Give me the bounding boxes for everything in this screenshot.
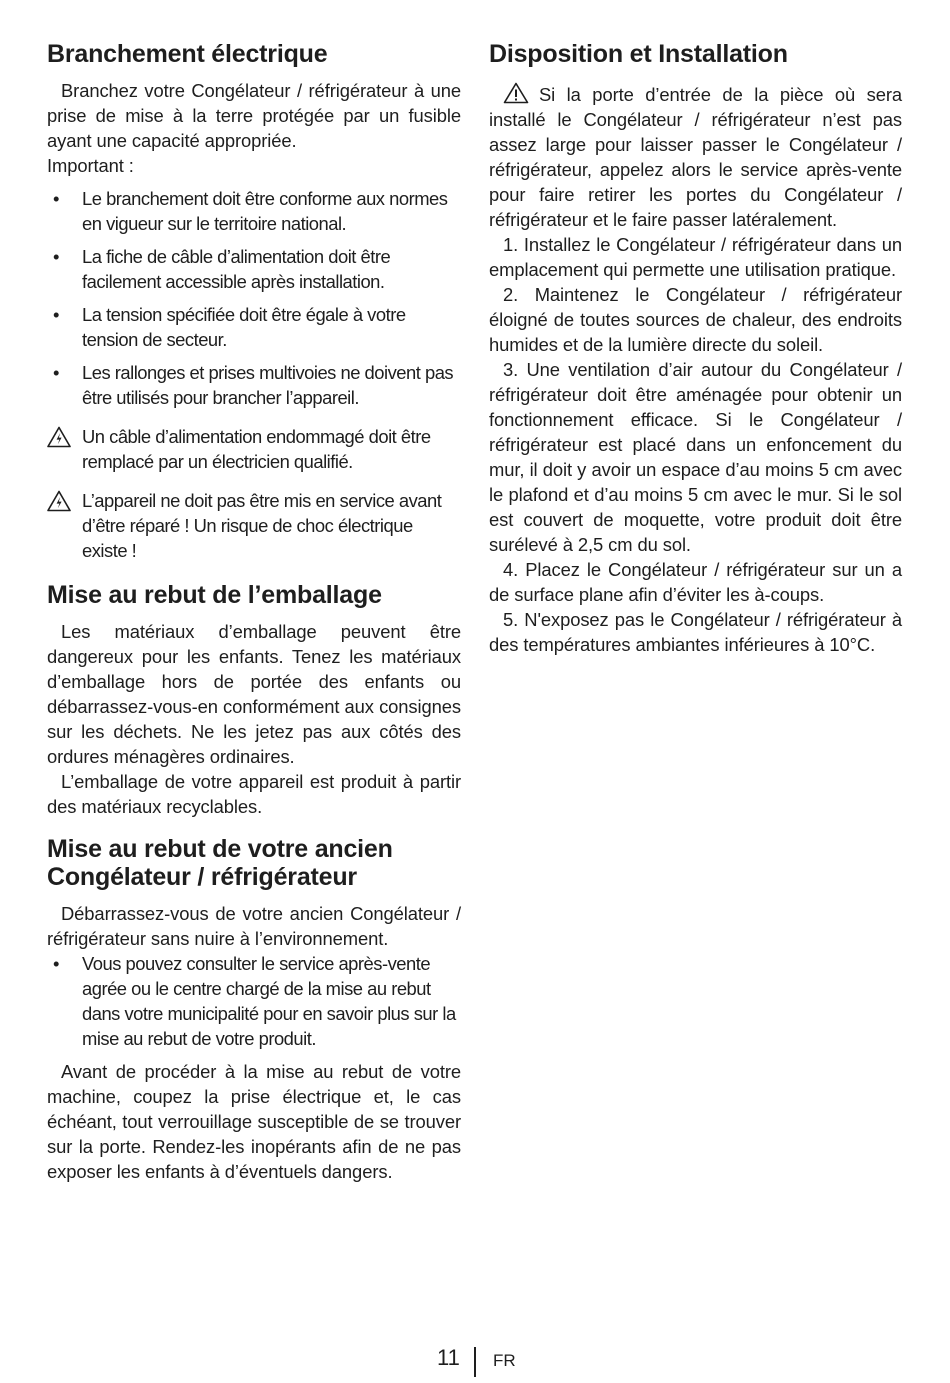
section-title-emballage: Mise au rebut de l’emballage [47,581,382,609]
bullet-icon: • [53,304,59,325]
ancien-appareil-bullet-list [47,951,461,1051]
section-title-branchement: Branchement électrique [47,40,328,68]
list-item: • La tension spécifiée doit être égale à votre tension de secteur. [53,304,406,350]
language-code: FR [493,1351,516,1370]
section-title-ancien-appareil: Mise au rebut de votre ancien Congélateur / réfrigérateur [47,835,393,891]
electrical-hazard-icon [47,490,71,512]
emballage-para-2: L’emballage de votre appareil est produit à partir des matériaux recyclables. [47,771,461,817]
installation-item-4: 4. Placez le Congélateur / réfrigérateur sur un a de surface plane afin d’éviter les à-coups. [489,559,902,605]
installation-item-2: 2. Maintenez le Congélateur / réfrigérateur éloigné de toutes sources de chaleur, des endroits humides et de la lumière directe du soleil. [489,284,902,355]
ancien-appareil-para-2: Avant de procéder à la mise au rebut de votre machine, coupez la prise électrique et, le cas échéant, tout verrouillage susceptible de se trouver sur la porte. Rendez-les inopérants afin de ne pas exposer les enfants à d’éventuels dangers. [47,1061,461,1182]
right-column [489,40,902,657]
bullet-icon: • [53,953,59,974]
bullet-icon: • [53,362,59,383]
warning-repair-before-use: L’appareil ne doit pas être mis en service avant d’être réparé ! Un risque de choc électrique existe ! [47,488,461,563]
installation-item-3: 3. Une ventilation d’air autour du Congélateur / réfrigérateur doit être aménagée pour obtenir un fonctionnement efficace. Si le Congélateur / réfrigérateur est placé dans un enfoncement du mur, il doit y avoir un espace d’au moins 5 cm avec le plafond et d’au moins 5 cm avec le mur. Si le sol est couvert de moquette, votre produit doit être surélevé à 2,5 cm du sol. [489,359,902,555]
installation-item-1: 1. Installez le Congélateur / réfrigérateur dans un emplacement qui permette une utilisation pratique. [489,234,902,280]
left-column [47,40,461,1184]
emballage-para-1: Les matériaux d’emballage peuvent être dangereux pour les enfants. Tenez les matériaux d’emballage hors de portée des enfants ou débarrassez-vous-en conformément aux consignes sur les déchets. Ne les jetez pas aux côtés des ordures ménagères ordinaires. [47,621,461,767]
bullet-icon: • [53,188,59,209]
installation-warning: Si la porte d’entrée de la pièce où sera installé le Congélateur / réfrigérateur n’est pas assez large pour laisser passer le Congélateur / réfrigérateur, appelez alors le service après-vente pour faire retirer les portes du Congélateur / réfrigérateur et le faire passer latéralement. [489,84,902,230]
list-item: • Vous pouvez consulter le service après-vente agrée ou le centre chargé de la mise au rebut dans votre municipalité pour en savoir plus sur la mise au rebut de votre produit. [53,953,456,1049]
list-item: • Le branchement doit être conforme aux normes en vigueur sur le territoire national. [53,188,448,234]
ancien-appareil-para-1: Débarrassez-vous de votre ancien Congélateur / réfrigérateur sans nuire à l’environnement. [47,903,461,949]
footer-divider [474,1347,476,1377]
branchement-bullet-list [47,186,461,410]
branchement-intro: Branchez votre Congélateur / réfrigérateur à une prise de mise à la terre protégée par un fusible ayant une capacité appropriée. [47,80,461,151]
list-item: • La fiche de câble d’alimentation doit être facilement accessible après installation. [53,246,391,292]
electrical-hazard-icon [47,426,71,448]
bullet-icon: • [53,246,59,267]
section-title-installation: Disposition et Installation [489,40,788,68]
page-number: 11 [437,1345,460,1370]
caution-icon [503,82,529,104]
page-footer [0,1343,950,1379]
installation-item-5: 5. N'exposez pas le Congélateur / réfrigérateur à des températures ambiantes inférieures à 10°C. [489,609,902,655]
list-item: • Les rallonges et prises multivoies ne doivent pas être utilisés pour brancher l’appareil. [53,362,454,408]
important-label: Important : [47,155,134,176]
warning-damaged-cable: Un câble d’alimentation endommagé doit être remplacé par un électricien qualifié. [47,424,461,474]
